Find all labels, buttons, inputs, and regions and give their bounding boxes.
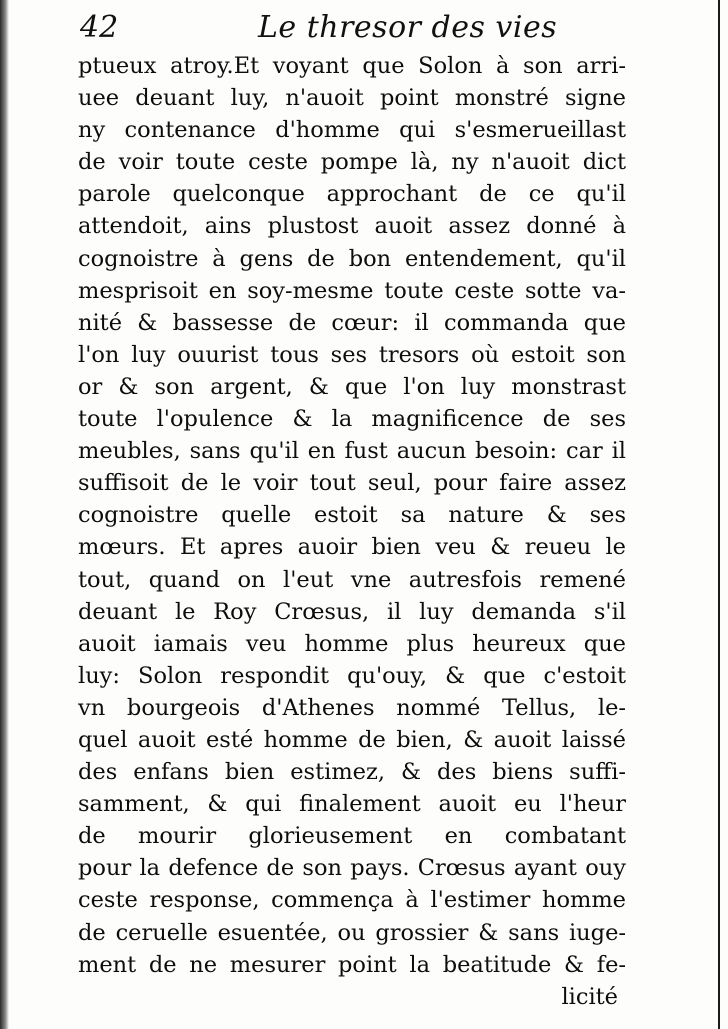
text-line: samment, & qui finalement auoit eu l'heur [78, 791, 626, 818]
text-line: tout, quand on l'eut vne autresfois remené [78, 566, 626, 593]
text-line: ceste response, commença à l'estimer homme [78, 887, 626, 914]
running-title: Le thresor des vies [258, 10, 558, 45]
text-line-final: licité [561, 983, 618, 1010]
text-line: ment de ne mesurer point la beatitude & fe- [78, 951, 626, 978]
text-line: auoit iamais veu homme plus heureux que [78, 630, 626, 657]
text-line: vn bourgeois d'Athenes nommé Tellus, le- [78, 694, 626, 721]
text-line: suffisoit de le voir tout seul, pour faire assez [78, 470, 626, 497]
page-number: 42 [80, 10, 119, 45]
text-line: de ceruelle esuentée, ou grossier & sans iuge- [78, 919, 626, 946]
text-line: attendoit, ains plustost auoit assez donné à [78, 213, 626, 240]
text-line: mœurs. Et apres auoir bien veu & reueu le [78, 534, 626, 561]
text-line: ptueux atroy.Et voyant que Solon à son arri- [78, 53, 626, 79]
text-line: nité & bassesse de cœur: il commanda que [78, 309, 626, 336]
page-header [80, 4, 640, 48]
text-line: or & son argent, & que l'on luy monstrast [78, 373, 626, 400]
text-line: toute l'opulence & la magnificence de ses [78, 406, 626, 433]
text-line: quel auoit esté homme de bien, & auoit laissé [78, 726, 626, 753]
text-line: parole quelconque approchant de ce qu'il [78, 181, 626, 208]
text-line: meubles, sans qu'il en fust aucun besoin: car il [78, 438, 626, 465]
text-line: de mourir glorieusement en combatant [78, 823, 626, 850]
text-line: uee deuant luy, n'auoit point monstré signe [78, 85, 626, 112]
text-line: ny contenance d'homme qui s'esmerueillast [78, 117, 626, 144]
page-gutter-shadow [0, 0, 9, 1029]
text-line: des enfans bien estimez, & des biens suffi- [78, 759, 626, 786]
text-line: mesprisoit en soy-mesme toute ceste sotte va- [78, 277, 626, 304]
text-line: luy: Solon respondit qu'ouy, & que c'estoit [78, 662, 626, 689]
text-line: deuant le Roy Crœsus, il luy demanda s'il [78, 598, 626, 625]
text-line: pour la defence de son pays. Crœsus ayant ouy [78, 855, 626, 882]
text-line: cognoistre quelle estoit sa nature & ses [78, 502, 626, 529]
body-text [78, 50, 626, 1013]
text-line: cognoistre à gens de bon entendement, qu'il [78, 245, 626, 272]
text-line: l'on luy ouurist tous ses tresors où estoit son [78, 341, 626, 368]
text-line: de voir toute ceste pompe là, ny n'auoit dict [78, 149, 626, 176]
page-edge-line [718, 0, 720, 1029]
